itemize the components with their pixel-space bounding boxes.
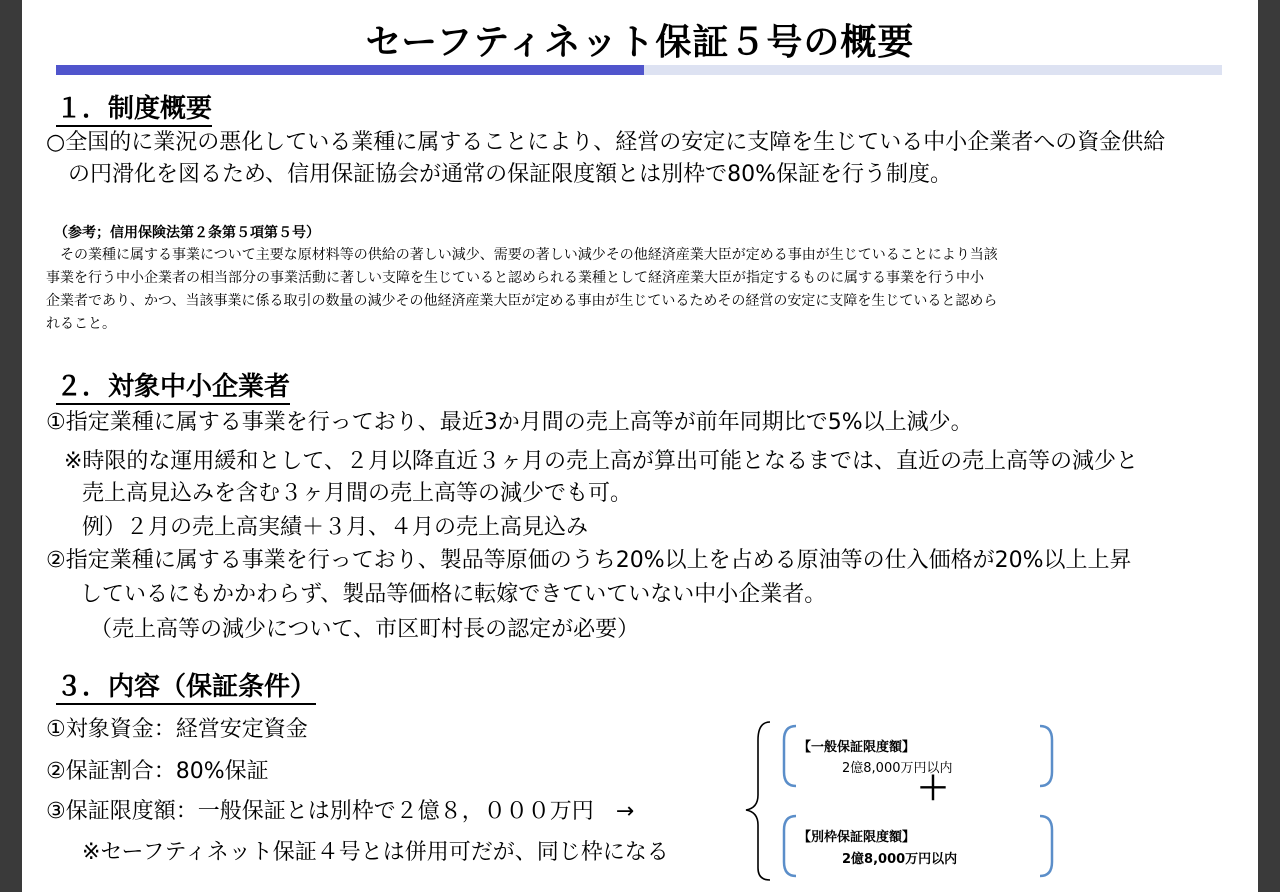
limit-brackets <box>22 0 1258 892</box>
reference-heading: （参考；信用保険法第２条第５項第５号） <box>54 225 320 241</box>
reference-line-3: 企業者であり、かつ、当該事業に係る取引の数量の減少その他経済産業大臣が定める事由が生じているためその経営の安定に支障を生じていると認めら <box>46 293 998 309</box>
section2-line-1: ①指定業種に属する事業を行っており、最近3か月間の売上高等が前年同期比で5%以上減少。 <box>46 410 973 435</box>
document-page <box>22 0 1258 892</box>
separate-limit-value: 2億8,000万円以内 <box>842 852 958 867</box>
section3-heading: ３．内容（保証条件） <box>56 672 316 705</box>
curly-brace-icon <box>746 722 770 880</box>
box2-right-paren <box>1040 816 1052 876</box>
section3-line-3: ③保証限度額：一般保証とは別枠で２億８，０００万円 → <box>46 799 635 824</box>
section2-line-2: ※時限的な運用緩和として、２月以降直近３ヶ月の売上高が算出可能となるまでは、直近の売上高等の減少と <box>64 449 1138 474</box>
plus-sign: ＋ <box>917 769 950 807</box>
box1-right-paren <box>1040 726 1052 786</box>
reference-line-1: その業種に属する事業について主要な原材料等の供給の著しい減少、需要の著しい減少その他経済産業大臣が定める事由が生じていることにより当該 <box>60 247 998 263</box>
section2-line-4: 例）２月の売上高実績＋３月、４月の売上高見込み <box>82 515 589 540</box>
section1-line1: ○全国的に業況の悪化している業種に属することにより、経営の安定に支障を生じている中小企業者への資金供給 <box>46 130 1166 155</box>
section2-line-7: （売上高等の減少について、市区町村長の認定が必要） <box>90 617 640 642</box>
section1-line2: の円滑化を図るため、信用保証協会が通常の保証限度額とは別枠で80%保証を行う制度。 <box>68 162 953 187</box>
box2-left-paren <box>784 816 796 876</box>
general-limit-label: 【一般保証限度額】 <box>798 740 916 755</box>
section1-heading: １．制度概要 <box>56 94 212 127</box>
general-limit-value: 2億8,000万円以内 <box>842 761 953 776</box>
box1-left-paren <box>784 726 796 786</box>
separate-limit-label: 【別枠保証限度額】 <box>798 830 916 845</box>
section2-line-3: 売上高見込みを含む３ヶ月間の売上高等の減少でも可。 <box>82 481 633 506</box>
reference-line-2: 事業を行う中小企業者の相当部分の事業活動に著しい支障を生じていると認められる業種として経済産業大臣が指定するものに属する事業を行う中小 <box>46 270 984 286</box>
section3-line-2: ②保証割合：80%保証 <box>46 759 269 784</box>
section2-line-6: しているにもかかわらず、製品等価格に転嫁できていていない中小企業者。 <box>80 582 827 607</box>
section3-line-1: ①対象資金：経営安定資金 <box>46 717 308 742</box>
section2-line-5: ②指定業種に属する事業を行っており、製品等原価のうち20%以上を占める原油等の仕入価格が20%以上上昇 <box>46 548 1132 573</box>
section3-line-4: ※セーフティネット保証４号とは併用可だが、同じ枠になる <box>82 840 669 865</box>
page-title: セーフティネット保証５号の概要 <box>365 22 915 63</box>
section2-heading: ２．対象中小企業者 <box>56 372 290 405</box>
reference-line-4: れること。 <box>46 316 116 332</box>
